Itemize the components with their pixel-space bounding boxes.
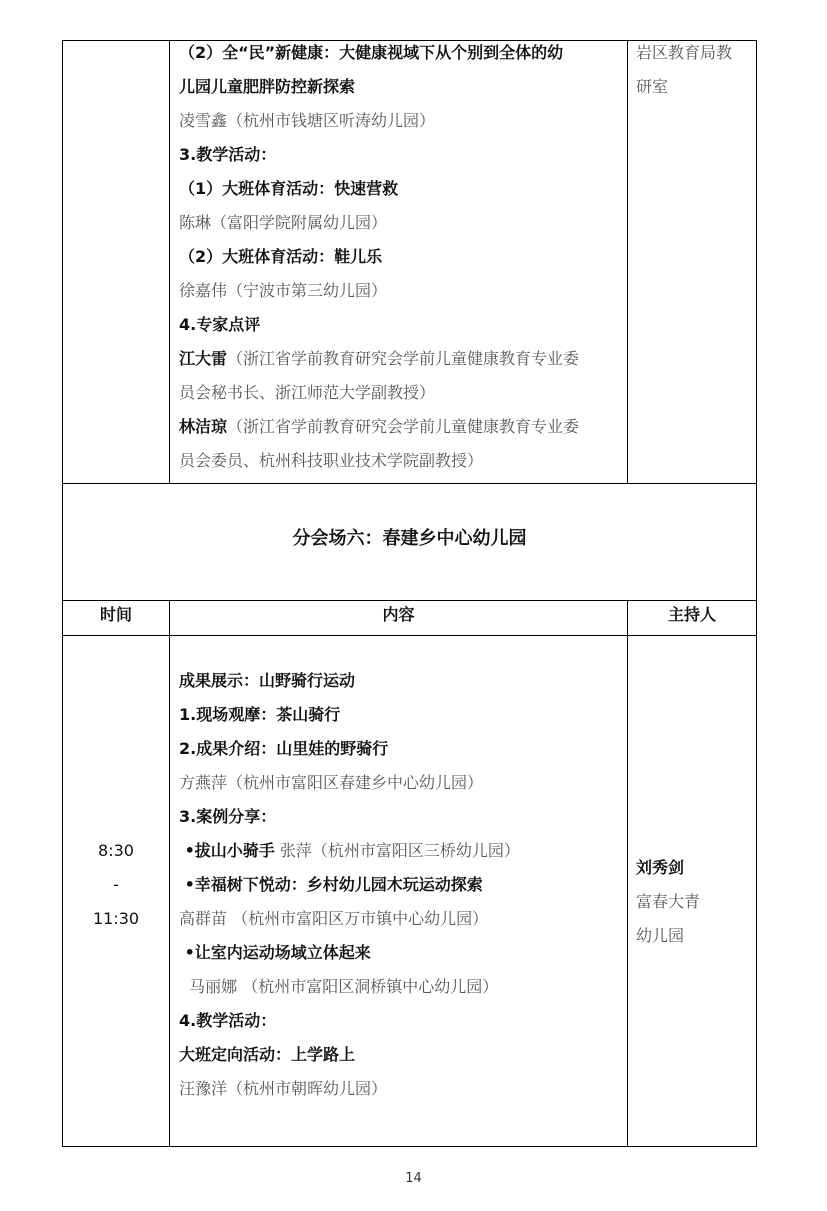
content-bold-text: •让室内运动场域立体起来 <box>179 943 371 962</box>
header-time: 时间 <box>99 605 132 624</box>
header-content: 内容 <box>382 605 415 624</box>
content-line <box>179 206 579 240</box>
content-normal-text: 陈琳（富阳学院附属幼儿园） <box>179 213 388 232</box>
row-divider <box>62 635 757 636</box>
content-line <box>179 766 520 800</box>
content-line <box>179 410 579 444</box>
content-normal-text: 汪豫洋（杭州市朝晖幼儿园） <box>179 1079 388 1098</box>
content-bold-text: 3.案例分享： <box>179 807 277 826</box>
content-line <box>179 70 579 104</box>
content-normal-text: 马丽娜 （杭州市富阳区洞桥镇中心幼儿园） <box>179 977 499 996</box>
content-bold-text: （2）全“民”新健康：大健康视域下从个别到全体的幼 <box>179 43 564 62</box>
content-bold-text: 江大雷 <box>179 349 228 368</box>
column-divider <box>627 40 628 483</box>
content-line <box>179 902 520 936</box>
content-bold-text: 3.教学活动： <box>179 145 277 164</box>
session-content-cell <box>179 664 520 1106</box>
session-host-cell <box>636 851 700 953</box>
content-line <box>179 138 579 172</box>
host-line: 岩区教育局教 <box>636 43 733 62</box>
content-line <box>179 970 520 1004</box>
column-divider <box>627 600 628 1146</box>
content-line <box>179 274 579 308</box>
content-line <box>179 240 579 274</box>
row-divider <box>62 483 757 484</box>
content-line <box>179 936 520 970</box>
column-divider <box>169 40 170 483</box>
content-line <box>179 104 579 138</box>
row-divider <box>62 600 757 601</box>
content-normal-text: 员会委员、杭州科技职业技术学院副教授） <box>179 451 484 470</box>
content-line <box>179 172 579 206</box>
time-end: 11:30 <box>92 909 140 928</box>
content-line <box>179 698 520 732</box>
content-bold-text: •拔山小骑手 <box>179 841 275 860</box>
content-line <box>179 376 579 410</box>
content-normal-text: （浙江省学前教育研究会学前儿童健康教育专业委 <box>227 417 580 436</box>
section-title: 分会场六：春建乡中心幼儿园 <box>292 528 527 549</box>
continued-host-cell <box>636 36 732 104</box>
content-line <box>179 834 520 868</box>
table-border-bottom <box>62 1146 757 1147</box>
content-line <box>179 444 579 478</box>
content-normal-text: 张萍（杭州市富阳区三桥幼儿园） <box>274 841 520 860</box>
content-bold-text: 儿园儿童肥胖防控新探索 <box>179 77 356 96</box>
content-bold-text: 2.成果介绍：山里娃的野骑行 <box>179 739 389 758</box>
content-line <box>179 342 579 376</box>
host-org-line: 富春大青 <box>636 892 701 911</box>
content-line <box>179 1038 520 1072</box>
content-bold-text: 成果展示：山野骑行运动 <box>179 671 356 690</box>
content-line <box>179 664 520 698</box>
content-line <box>179 868 520 902</box>
content-bold-text: （1）大班体育活动：快速营救 <box>179 179 399 198</box>
host-line: 研室 <box>636 77 669 96</box>
table-border-left <box>62 40 63 1147</box>
content-normal-text: 高群苗 （杭州市富阳区万市镇中心幼儿园） <box>179 909 489 928</box>
host-name: 刘秀剑 <box>636 858 685 877</box>
content-line <box>179 308 579 342</box>
content-bold-text: 4.教学活动： <box>179 1011 277 1030</box>
continued-content-cell <box>179 36 579 478</box>
time-start: 8:30 <box>98 841 134 860</box>
content-bold-text: （2）大班体育活动：鞋儿乐 <box>179 247 383 266</box>
page-number: 14 <box>405 1171 422 1186</box>
content-normal-text: 方燕萍（杭州市富阳区春建乡中心幼儿园） <box>179 773 484 792</box>
content-line <box>179 732 520 766</box>
session-time-cell <box>62 834 170 936</box>
content-normal-text: （浙江省学前教育研究会学前儿童健康教育专业委 <box>227 349 580 368</box>
content-bold-text: •幸福树下悦动：乡村幼儿园木玩运动探索 <box>179 875 483 894</box>
content-line <box>179 1004 520 1038</box>
content-bold-text: 大班定向活动：上学路上 <box>179 1045 356 1064</box>
host-org-line: 幼儿园 <box>636 926 685 945</box>
content-bold-text: 林洁琼 <box>179 417 228 436</box>
content-line <box>179 1072 520 1106</box>
content-bold-text: 4.专家点评 <box>179 315 261 334</box>
content-normal-text: 凌雪鑫（杭州市钱塘区听涛幼儿园） <box>179 111 436 130</box>
content-normal-text: 徐嘉伟（宁波市第三幼儿园） <box>179 281 388 300</box>
content-line <box>179 800 520 834</box>
content-line <box>179 36 579 70</box>
content-normal-text: 员会秘书长、浙江师范大学副教授） <box>179 383 436 402</box>
time-separator: - <box>113 875 119 894</box>
header-host: 主持人 <box>667 605 716 624</box>
table-border-right <box>756 40 757 1147</box>
content-bold-text: 1.现场观摩：茶山骑行 <box>179 705 341 724</box>
